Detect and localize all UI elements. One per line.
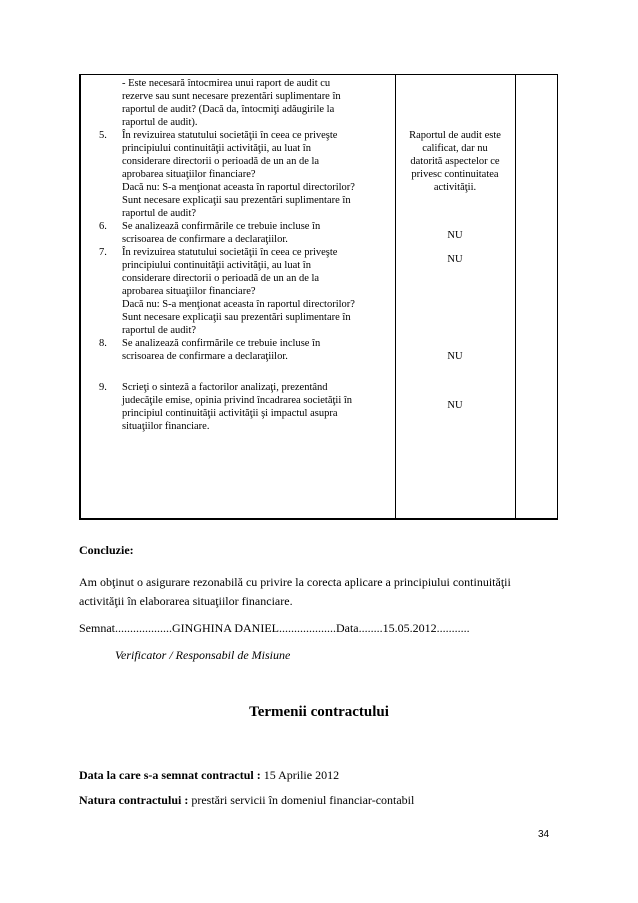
checklist-item-number: 7. — [99, 247, 107, 258]
checklist-text-line: În revizuirea statutului societăţii în ceea ce priveşte — [122, 130, 338, 141]
checklist-text-line: - Este necesară întocmirea unui raport de audit cu — [122, 78, 331, 89]
contract-date-row — [79, 767, 339, 783]
checklist-answer-line: NU — [447, 400, 463, 411]
checklist-text-line: Scrieţi o sinteză a factorilor analizaţi, prezentând — [122, 382, 328, 393]
audit-checklist-table — [79, 74, 558, 520]
concluzie-label: Concluzie: — [79, 543, 134, 557]
checklist-answer-line: NU — [447, 351, 463, 362]
checklist-text-line: situaţiilor financiare. — [122, 421, 210, 432]
checklist-answer-line: activităţii. — [433, 182, 477, 193]
checklist-text-line: scrisoarea de confirmare a declaraţiilor. — [122, 234, 288, 245]
checklist-text-line: Sunt necesare explicaţii sau prezentări suplimentare în — [122, 195, 351, 206]
checklist-text-line: scrisoarea de confirmare a declaraţiilor. — [122, 351, 288, 362]
checklist-text-line: judecăţile emise, opinia privind încadrarea societăţii în — [122, 395, 353, 406]
checklist-answer-line: calificat, dar nu — [422, 143, 488, 154]
concluzie-text-line-1: Am obţinut o asigurare rezonabilă cu privire la corecta aplicare a principiului continuităţii — [79, 575, 511, 589]
page-number: 34 — [538, 829, 550, 840]
checklist-text-line: principiul continuităţii activităţii şi impactul asupra — [122, 408, 338, 419]
checklist-text-line: Se analizează confirmările ce trebuie incluse în — [122, 221, 321, 232]
checklist-text-line: În revizuirea statutului societăţii în ceea ce priveşte — [122, 247, 338, 258]
contract-nature-label: Natura contractului : — [79, 793, 192, 807]
verificator-label: Verificator / Responsabil de Misiune — [115, 648, 291, 662]
section-title: Termenii contractului — [249, 704, 389, 720]
checklist-answer-line: NU — [447, 230, 463, 241]
checklist-text-line: Se analizează confirmările ce trebuie incluse în — [122, 338, 321, 349]
checklist-text-line: principiului continuităţii activităţii, au luat în — [122, 143, 311, 154]
semnat-line: Semnat...................GINGHINA DANIEL...................Data........15.05.2012........... — [79, 621, 470, 635]
checklist-text-line: Sunt necesare explicaţii sau prezentări suplimentare în — [122, 312, 351, 323]
contract-date-value: 15 Aprilie 2012 — [263, 768, 340, 782]
checklist-text-line: considerare directorii o perioadă de un an de la — [122, 273, 320, 284]
table-column-divider — [515, 75, 516, 518]
contract-nature-row — [79, 792, 414, 808]
checklist-item-number: 9. — [99, 382, 107, 393]
checklist-text-line: aprobarea situaţiilor financiare? — [122, 286, 256, 297]
checklist-answer-line: datorită aspectelor ce — [410, 156, 500, 167]
checklist-text-line: raportul de audit? — [122, 325, 197, 336]
checklist-text-line: raportul de audit? (Dacă da, întocmiţi adăugirile la — [122, 104, 335, 115]
checklist-text-line: raportul de audit? — [122, 208, 197, 219]
checklist-text-line: aprobarea situaţiilor financiare? — [122, 169, 256, 180]
concluzie-text-line-2: activităţii în elaborarea situaţiilor financiare. — [79, 594, 293, 608]
checklist-text-line: raportul de audit). — [122, 117, 198, 128]
checklist-answer-line: NU — [447, 254, 463, 265]
checklist-text-line: Dacă nu: S-a menţionat aceasta în raportul directorilor? — [122, 299, 355, 310]
checklist-item-number: 8. — [99, 338, 107, 349]
checklist-answer-line: Raportul de audit este — [409, 130, 501, 141]
contract-nature-value: prestări servicii în domeniul financiar-contabil — [191, 793, 415, 807]
checklist-text-line: Dacă nu: S-a menţionat aceasta în raportul directorilor? — [122, 182, 355, 193]
checklist-text-line: rezerve sau sunt necesare prezentări suplimentare în — [122, 91, 341, 102]
checklist-text-line: principiului continuităţii activităţii, au luat în — [122, 260, 311, 271]
checklist-item-number: 5. — [99, 130, 107, 141]
contract-date-label: Data la care s-a semnat contractul : — [79, 768, 264, 782]
checklist-answer-line: privesc continuitatea — [411, 169, 499, 180]
checklist-item-number: 6. — [99, 221, 107, 232]
checklist-text-line: considerare directorii o perioadă de un an de la — [122, 156, 320, 167]
